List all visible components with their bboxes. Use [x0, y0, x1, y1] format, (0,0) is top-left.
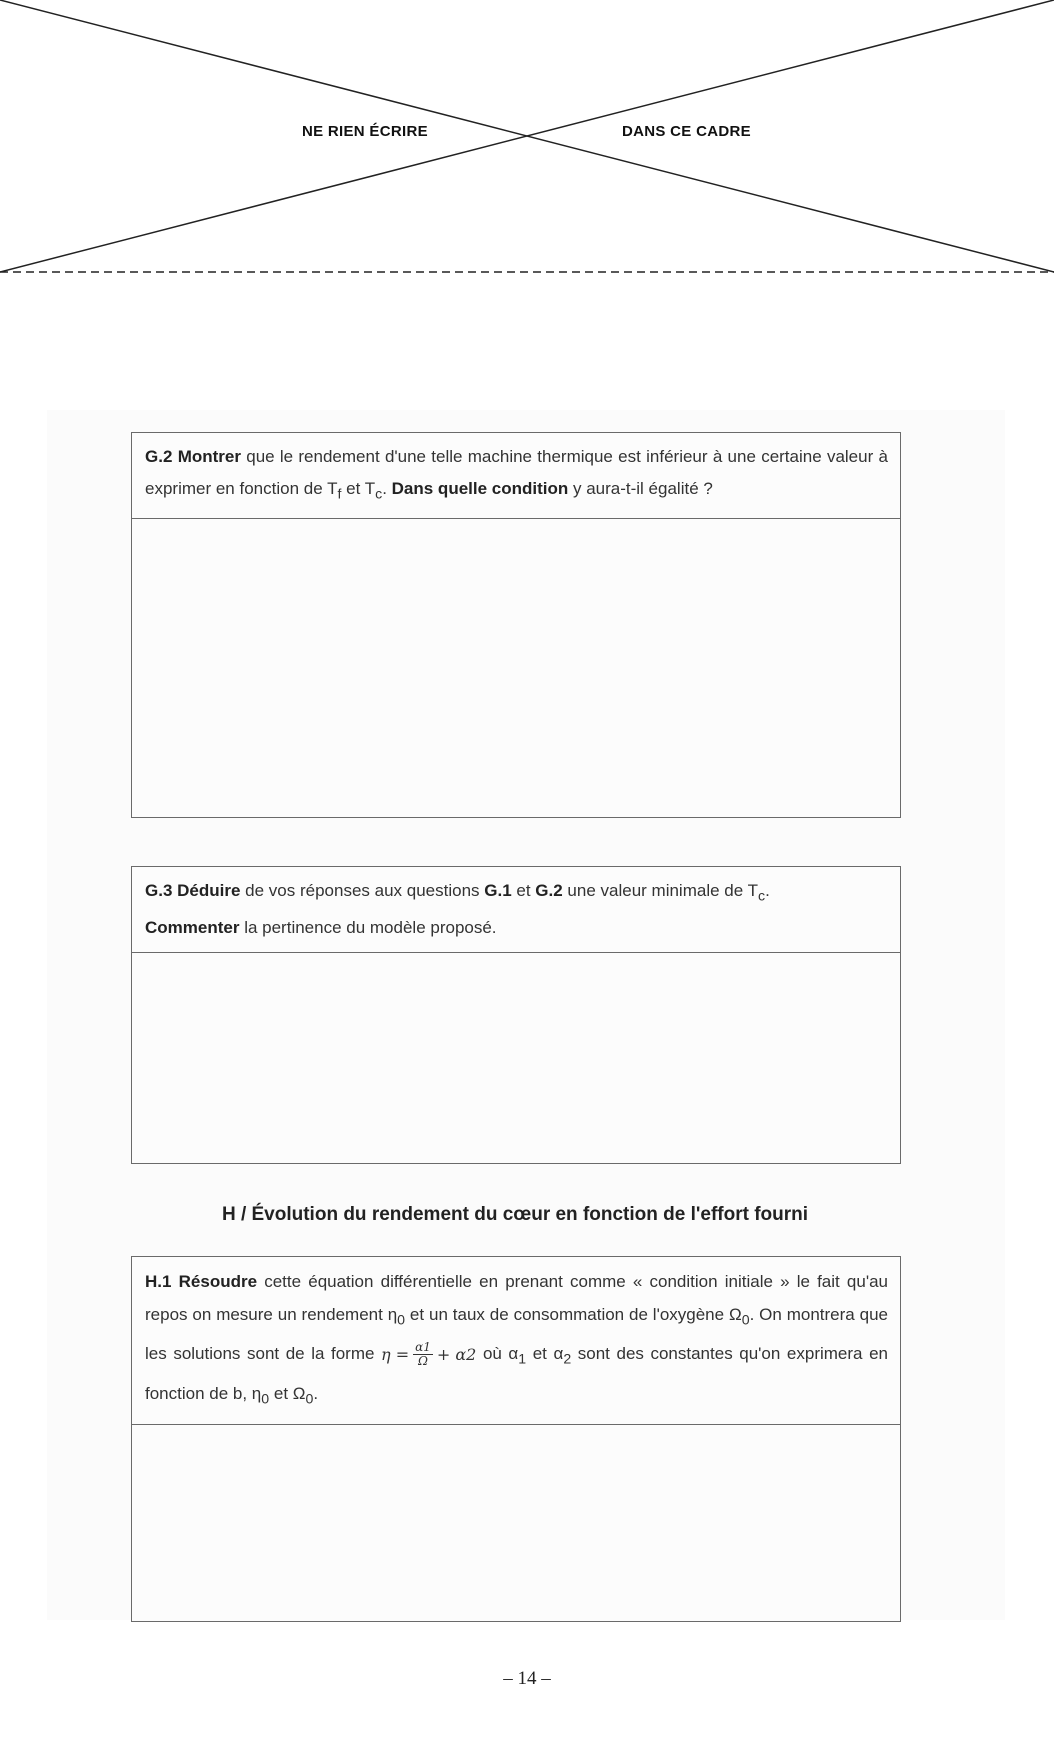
question-verb: Montrer [177, 447, 241, 466]
question-g3-box [131, 866, 901, 1164]
question-g2-box [131, 432, 901, 818]
question-label: H.1 [145, 1272, 172, 1291]
answer-area-g3[interactable] [132, 953, 900, 1163]
efficiency-formula: η = $\frac{\alpha 1}{\Omega}$ + α2 [381, 1340, 477, 1369]
formula-fraction: $\frac{\alpha 1}{\Omega}$ [415, 1340, 431, 1369]
cross-out-lines [0, 0, 1054, 275]
header-right-text: DANS CE CADRE [622, 123, 751, 140]
question-g3-statement: G.3 Déduire de vos réponses aux questions G.1 et G.2 une valeur minimale de $T_c$. Commenter la pertinence du modèle proposé. [132, 867, 900, 953]
answer-area-g2[interactable] [132, 519, 900, 817]
header-left-text: NE RIEN ÉCRIRE [302, 123, 428, 140]
page-number: – 14 – [503, 1668, 551, 1689]
question-label: G.2 [145, 447, 173, 466]
question-label: G.3 [145, 881, 173, 900]
no-write-header [0, 0, 1054, 275]
question-g2-statement: G.2 Montrer que le rendement d'une telle machine thermique est inférieur à une certaine valeur à exprimer en fonction de $T_f$ et $T_c$. Dans quelle condition y aura-t-il égalité ? [132, 433, 900, 519]
answer-area-h1[interactable] [132, 1425, 900, 1621]
question-verb: Déduire [177, 881, 241, 900]
section-h-title: H / Évolution du rendement du cœur en fonction de l'effort fourni [221, 1204, 809, 1225]
question-verb: Résoudre [178, 1272, 258, 1291]
question-verb-2: Commenter [145, 918, 240, 938]
question-h1-statement: H.1 Résoudre cette équation différentielle en prenant comme « condition initiale » le fait qu'au repos on mesure un rendement $\eta_0$ et un taux de consommation de l'oxygène $\Omega_0$. On montrera que les solutions sont de la forme η = $\frac{\alpha 1}{\Omega}$ + α2 où $\alpha_1$ et $\alpha_2$ sont des constantes qu'on exprimera en fonction de b, $\eta_0$ et $\Omega_0$. [132, 1257, 900, 1425]
question-h1-box [131, 1256, 901, 1622]
